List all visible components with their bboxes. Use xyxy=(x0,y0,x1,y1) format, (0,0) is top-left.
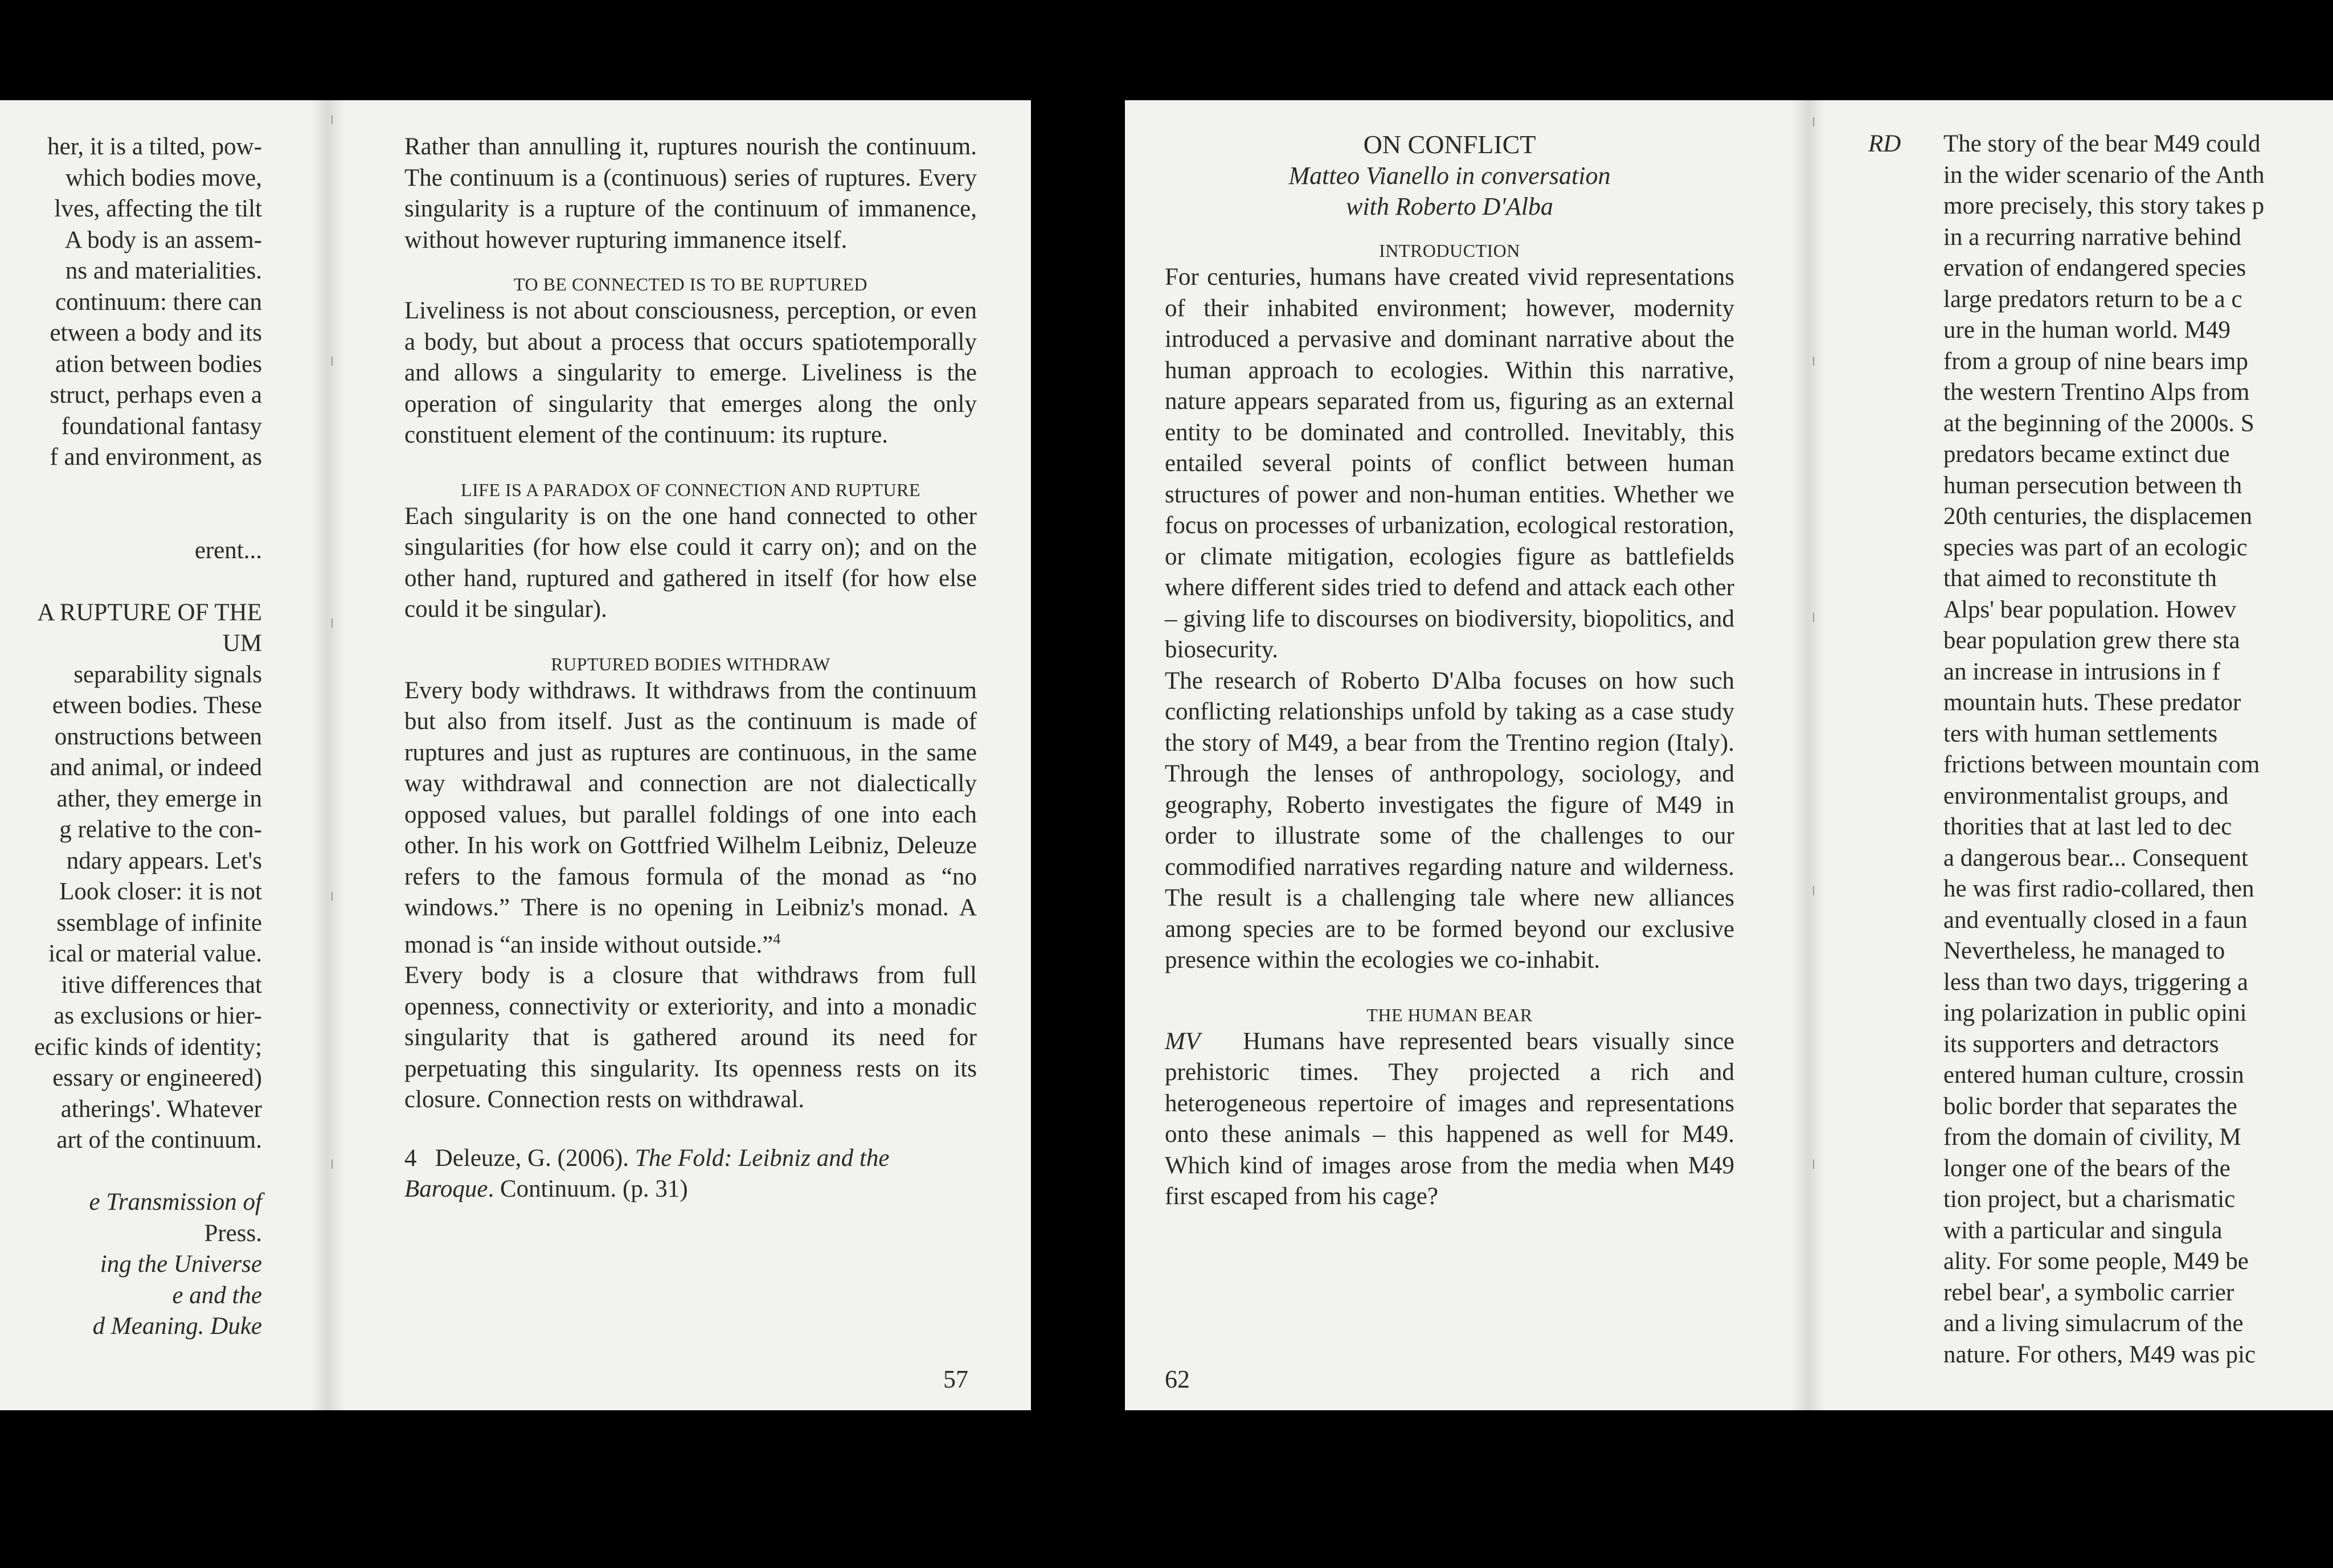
text-line: ather, they emerge in xyxy=(56,785,262,812)
text-line: etween a body and its xyxy=(50,320,262,346)
text-line: ing the Universe xyxy=(100,1251,262,1278)
text-line: ssemblage of infinite xyxy=(56,909,262,936)
text-line: and a living simulacrum of the xyxy=(1943,1310,2244,1337)
text-line xyxy=(0,1156,262,1188)
text-line: and animal, or indeed xyxy=(50,754,262,781)
page-62-text xyxy=(1165,129,1734,1213)
text-line: A body is an assem- xyxy=(64,226,262,253)
text-line: in the wider scenario of the Anth xyxy=(1943,161,2265,189)
right-spread xyxy=(1125,100,2333,1410)
page-right-partial xyxy=(1823,100,2333,1410)
text-line: g relative to the con- xyxy=(59,816,262,843)
text-line xyxy=(0,504,262,535)
paragraph: Every body is a closure that withdraws from full openness, connectivity or exteriority, and into a monadic singularity that is gathered around its need for perpetuating this singularity. Its openness rests on its closure. Connection rests on withdrawal. xyxy=(404,962,977,1113)
gutter-tick xyxy=(1813,117,1814,126)
text-line xyxy=(0,473,262,505)
text-line: onstructions between xyxy=(54,723,262,750)
text-line: atherings'. Whatever xyxy=(60,1095,262,1123)
text-line: frictions between mountain com xyxy=(1943,751,2260,778)
gutter-tick xyxy=(1813,613,1814,622)
text-line: longer one of the bears of the xyxy=(1943,1154,2230,1182)
paragraph: Each singularity is on the one hand connected to other singularities (for how else could it carry on); and on the other hand, ruptured and gathered in itself (for how else could it be singular). xyxy=(404,502,977,623)
page-62 xyxy=(1125,100,1814,1410)
text-line: ecific kinds of identity; xyxy=(34,1033,262,1061)
page-left-partial-text xyxy=(0,132,262,1342)
text-line: at the beginning of the 2000s. S xyxy=(1943,410,2254,437)
text-line: separability signals xyxy=(73,661,262,688)
footnote xyxy=(404,1143,977,1205)
text-line: with a particular and singula xyxy=(1943,1217,2223,1244)
text-line: 20th centuries, the displacemen xyxy=(1943,503,2253,530)
speaker-text: Humans have represented bears visually since prehistoric times. They projected a rich and heterogeneous repertoire of images and representations onto these animals – this happened as well for M49. Which kind of images arose from the media when M49 first escaped from his cage? xyxy=(1165,1027,1735,1210)
text-line: itive differences that xyxy=(61,971,262,998)
section-heading: LIFE IS A PARADOX OF CONNECTION AND RUPTURE xyxy=(460,479,921,500)
text-line: rebel bear', a symbolic carrier xyxy=(1943,1279,2234,1306)
paragraph: The research of Roberto D'Alba focuses on how such conflicting relationships unfold by taking as a case study the story of M49, a bear from the Trentino region (Italy). Through the lenses of anthropology, sociology, and geography, Roberto investigates the figure of M49 in order to illustrate some of the challenges to our commodified narratives regarding nature and wilderness. The result is a challenging tale where new alliances among species are to be formed beyond our exclusive presence within the ecologies we co-inhabit. xyxy=(1165,667,1734,973)
section-heading: RUPTURED BODIES WITHDRAW xyxy=(551,653,830,674)
speaker-block xyxy=(1868,129,2333,1370)
text-line: struct, perhaps even a xyxy=(50,382,262,408)
text-line: in a recurring narrative behind xyxy=(1943,223,2241,251)
speaker-paragraph xyxy=(1165,1026,1734,1213)
text-line: Nevertheless, he managed to xyxy=(1943,937,2225,964)
speaker-label: RD xyxy=(1868,130,1901,157)
text-line: from the domain of civility, M xyxy=(1943,1124,2241,1151)
text-line: ervation of endangered species xyxy=(1943,255,2246,281)
section-heading: THE HUMAN BEAR xyxy=(1366,1004,1533,1025)
text-line: Press. xyxy=(204,1219,262,1247)
text-line: e Transmission of xyxy=(89,1189,262,1215)
text-line: the western Trentino Alps from xyxy=(1943,379,2250,406)
text-line: f and environment, as xyxy=(50,444,262,470)
text-line: A RUPTURE OF THE xyxy=(37,599,262,626)
text-line: that aimed to reconstitute th xyxy=(1943,565,2217,592)
gutter-tick xyxy=(331,619,333,628)
text-line: continuum: there can xyxy=(55,288,262,316)
text-line: Alps' bear population. Howev xyxy=(1943,596,2237,623)
text-line: ical or material value. xyxy=(48,940,262,967)
text-line: erent... xyxy=(194,537,262,564)
text-line: art of the continuum. xyxy=(56,1127,262,1153)
text-line: ality. For some people, M49 be xyxy=(1943,1248,2249,1275)
gutter-shadow xyxy=(310,100,345,1410)
text-line: as exclusions or hier- xyxy=(54,1002,262,1029)
text-line xyxy=(0,566,262,597)
text-line: large predators return to be a c xyxy=(1943,285,2242,313)
text-line: ing polarization in public opini xyxy=(1943,1000,2247,1026)
gutter-tick xyxy=(1813,886,1814,895)
partial-lines xyxy=(0,132,262,1342)
text-line: ns and materialities. xyxy=(65,257,262,284)
page-57-text xyxy=(404,132,977,1205)
text-line: The story of the bear M49 could xyxy=(1943,130,2261,157)
text-line: mountain huts. These predator xyxy=(1943,689,2241,716)
text-line: ation between bodies xyxy=(55,350,262,378)
text-line: its supporters and detractors xyxy=(1943,1030,2219,1058)
text-line: d Meaning. Duke xyxy=(92,1313,262,1340)
text-line: her, it is a tilted, pow- xyxy=(47,133,262,160)
page-number: 57 xyxy=(943,1365,968,1393)
text-line: e and the xyxy=(172,1282,262,1309)
text-line: an increase in intrusions in f xyxy=(1943,658,2221,685)
text-line: nature. For others, M49 was pic xyxy=(1943,1341,2256,1368)
paragraph: Liveliness is not about consciousness, perception, or even a body, but about a process that occurs spatiotemporally and allows a singularity to emerge. Liveliness is the operation of singularity that emerges along the only constituent element of the continuum: its rupture. xyxy=(404,297,977,448)
text-line: and eventually closed in a faun xyxy=(1943,906,2248,934)
page-57 xyxy=(342,100,1031,1410)
text-line: lves, affecting the tilt xyxy=(54,195,262,222)
text-line: bolic border that separates the xyxy=(1943,1092,2237,1120)
left-spread xyxy=(0,100,1031,1410)
text-line: foundational fantasy xyxy=(61,412,262,440)
text-line: essary or engineered) xyxy=(52,1065,262,1091)
text-line: ure in the human world. M49 xyxy=(1943,317,2230,343)
page-right-partial-text xyxy=(1868,129,2333,1370)
text-line: predators became extinct due xyxy=(1943,441,2230,468)
paragraph: For centuries, humans have created vivid representations of their inhabited environment; however, modernity introduced a pervasive and dominant narrative about the human approach to ecologies. Within this narrative, nature appears separated from us, figuring as an external entity to be dominated and controlled. Inevitably, this entailed several points of conflict between human structures of power and non-human entities. Whether we focus on processes of urbanization, ecological restoration, or climate mitigation, ecologies figure as battlefields where different sides tried to defend and attack each other – giving life to discourses on biodiversity, biopolitics, and biosecurity. xyxy=(1165,264,1734,663)
text-line: tion project, but a charismatic xyxy=(1943,1186,2236,1213)
text-line: etween bodies. These xyxy=(52,692,262,719)
text-line: human persecution between th xyxy=(1943,472,2242,499)
gutter-tick xyxy=(331,1160,333,1169)
article-title: ON CONFLICT xyxy=(1363,130,1536,159)
footnote-ref: 4 xyxy=(773,930,781,947)
text-line: which bodies move, xyxy=(65,164,262,191)
text-line: entered human culture, crossin xyxy=(1943,1062,2244,1088)
paragraph: Rather than annulling it, ruptures nourish the continuum. The continuum is a (continuous) series of ruptures. Every singularity is a rupture of the continuum of immanence, without however rupturing immanence itself. xyxy=(404,133,977,253)
page-left-partial xyxy=(0,100,328,1410)
text-line: he was first radio-collared, then xyxy=(1943,875,2254,902)
footnote-author: Deleuze, G. (2006). xyxy=(435,1144,635,1172)
text-line: more precisely, this story takes p xyxy=(1943,193,2265,219)
text-line: bear population grew there sta xyxy=(1943,627,2240,654)
gutter-tick xyxy=(331,115,333,124)
gutter-tick xyxy=(331,357,333,366)
text-line: thorities that at last led to dec xyxy=(1943,813,2232,840)
gutter-tick xyxy=(1813,357,1814,366)
page-number: 62 xyxy=(1165,1365,1190,1393)
text-line: ndary appears. Let's xyxy=(66,847,262,874)
text-line: environmentalist groups, and xyxy=(1943,782,2229,809)
text-line: UM xyxy=(222,630,262,657)
text-line: less than two days, triggering a xyxy=(1943,968,2249,996)
section-heading: INTRODUCTION xyxy=(1379,240,1520,261)
text-line: species was part of an ecologic xyxy=(1943,534,2248,561)
text-line: from a group of nine bears imp xyxy=(1943,347,2248,375)
footnote-title: The Fold: Leibniz and the Baroque xyxy=(404,1144,890,1203)
gutter-tick xyxy=(1813,1160,1814,1169)
footnote-number: 4 xyxy=(404,1144,417,1172)
paragraph-text: Every body withdraws. It withdraws from the continuum but also from itself. Just as the continuum is made of ruptures and just as ruptures are continuous, in the same way withdrawal and connection are not dialectically opposed values, but parallel foldings of one into each other. In his work on Gottfried Wilhelm Leibniz, Deleuze refers to the famous formula of the monad as “no windows.” There is no opening in Leibniz's monad. A monad is “an inside without outside.” xyxy=(404,677,977,958)
text-line: ters with human settlements xyxy=(1943,720,2218,747)
section-heading: TO BE CONNECTED IS TO BE RUPTURED xyxy=(514,274,867,294)
article-subtitle: with Roberto D'Alba xyxy=(1346,193,1553,220)
text-line: a dangerous bear... Consequent xyxy=(1943,844,2248,871)
footnote-publisher: . Continuum. (p. 31) xyxy=(488,1176,688,1203)
gutter-tick xyxy=(331,892,333,901)
article-subtitle: Matteo Vianello in conversation xyxy=(1288,162,1611,190)
gutter-shadow xyxy=(1791,100,1826,1410)
text-line: Look closer: it is not xyxy=(59,878,262,905)
speaker-text xyxy=(1943,129,2333,1370)
speaker-label: MV xyxy=(1165,1027,1201,1055)
paragraph xyxy=(404,675,977,961)
